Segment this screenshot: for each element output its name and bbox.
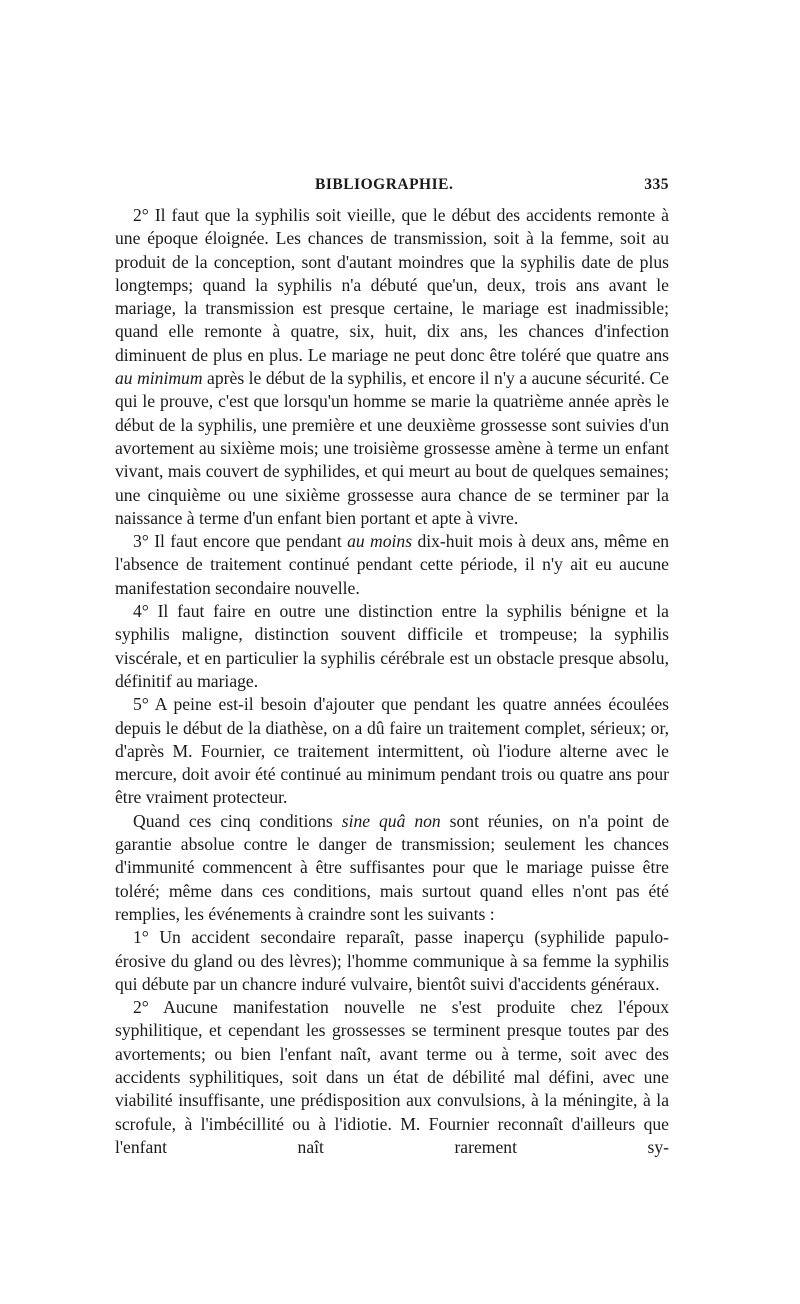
italic-phrase: au minimum bbox=[115, 368, 203, 389]
paragraph-text: Quand ces cinq conditions bbox=[133, 810, 342, 831]
paragraph-event-2: 2° Aucune manifestation nouvelle ne s'est produite chez l'époux syphilitique, et cependant les grossesses se terminent presque toutes par des avortements; ou bien l'enfant naît, avant terme ou à terme, soit avec des accidents syphilitiques, soit dans un état de débilité mal défini, avec une viabilité insuffisante, une prédisposition aux convulsions, à la méningite, à la scrofule, à l'imbécillité ou à l'idiotie. M. Fournier reconnaît d'ailleurs que l'enfant naît rarement sy- bbox=[115, 997, 669, 1157]
page-number: 335 bbox=[644, 176, 669, 193]
paragraph-condition-2 bbox=[115, 204, 669, 530]
italic-phrase: sine quâ non bbox=[341, 810, 441, 831]
paragraph-condition-4: 4° Il faut faire en outre une distinction entre la syphilis bénigne et la syphilis maligne, distinction souvent difficile et trompeuse; la syphilis viscérale, et en particulier la syphilis cérébrale est un obstacle presque absolu, définitif au mariage. bbox=[115, 601, 669, 691]
book-page bbox=[115, 176, 669, 1159]
paragraph-summary bbox=[115, 810, 669, 926]
running-title: BIBLIOGRAPHIE. bbox=[315, 176, 454, 193]
paragraph-condition-3 bbox=[115, 530, 669, 600]
paragraph-text: dix-huit mois à deux ans, même en l'absence de traitement continué pendant cette période, il n'y ait eu aucune manifestation secondaire nouvelle. bbox=[115, 531, 669, 598]
body-text bbox=[115, 204, 669, 1159]
paragraph-condition-5: 5° A peine est-il besoin d'ajouter que pendant les quatre années écoulées depuis le début de la diathèse, on a dû faire un traitement complet, sérieux; or, d'après M. Fournier, ce traitement intermittent, où l'iodure alterne avec le mercure, doit avoir été continué au minimum pendant trois ou quatre ans pour être vraiment protecteur. bbox=[115, 694, 669, 808]
paragraph-text: sont réunies, on n'a point de garantie absolue contre le danger de transmission; seulement les chances d'immunité commencent à être suffisantes pour que le mariage puisse être toléré; même dans ces conditions, mais surtout quand elles n'ont pas été remplies, les événements à craindre sont les suivants : bbox=[115, 810, 670, 924]
italic-phrase: au moins bbox=[347, 531, 413, 552]
paragraph-text: 2° Il faut que la syphilis soit vieille, que le début des accidents remonte à une époque éloignée. Les chances de transmission, soit à la femme, soit au produit de la conception, sont d'autant moindres que la syphilis date de plus longtemps; quand la syphilis n'a débuté que'un, deux, trois ans avant le mariage, la transmission est presque certaine, le mariage est inadmissible; quand elle remonte à quatre, six, huit, dix ans, les chances d'infection diminuent de plus en plus. Le mariage ne peut donc être toléré que quatre ans bbox=[115, 205, 669, 365]
paragraph-event-1: 1° Un accident secondaire reparaît, passe inaperçu (syphilide papulo-érosive du gland ou des lèvres); l'homme communique à sa femme la syphilis qui débute par un chancre induré vulvaire, bientôt suivi d'accidents généraux. bbox=[115, 927, 669, 994]
paragraph-text: 3° Il faut encore que pendant bbox=[133, 531, 348, 552]
running-head bbox=[115, 176, 669, 200]
paragraph-text: après le début de la syphilis, et encore il n'y a aucune sécurité. Ce qui le prouve, c'est que lorsqu'un homme se marie la quatrième année après le début de la syphilis, une première et une deuxième grossesse sont suivies d'un avortement au sixième mois; une troisième grossesse amène à terme un enfant vivant, mais couvert de syphilides, et qui meurt au bout de quelques semaines; une cinquième ou une sixième grossesse aura chance de se terminer par la naissance à terme d'un enfant bien portant et apte à vivre. bbox=[115, 368, 669, 528]
